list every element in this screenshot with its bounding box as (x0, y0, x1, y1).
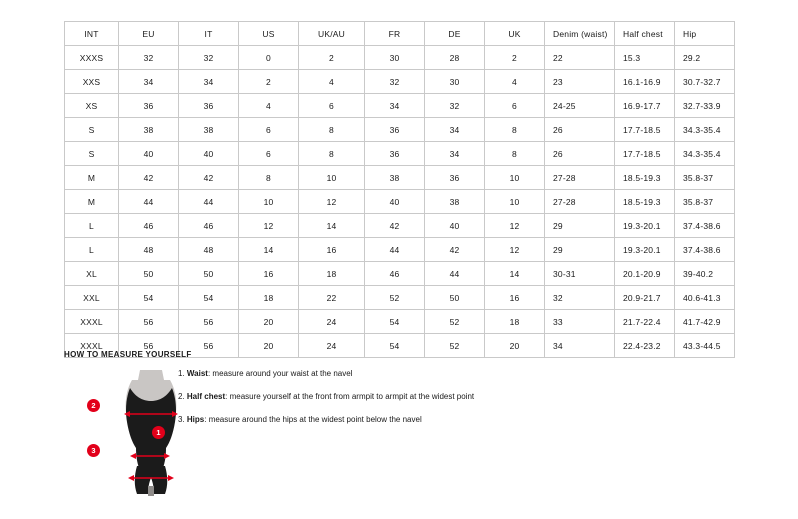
table-cell: 36 (365, 118, 425, 142)
table-cell: 54 (179, 286, 239, 310)
size-chart-container (64, 21, 734, 358)
column-header: UK (485, 22, 545, 46)
table-cell: 34 (365, 94, 425, 118)
table-cell: 56 (179, 310, 239, 334)
table-header-row (65, 22, 735, 46)
table-cell: 6 (239, 118, 299, 142)
table-cell: 36 (425, 166, 485, 190)
table-row (65, 286, 735, 310)
table-cell: 10 (485, 190, 545, 214)
measure-bullet-2: 2 (87, 399, 100, 412)
step-text: : measure around the hips at the widest point below the navel (204, 415, 422, 425)
table-cell: 0 (239, 46, 299, 70)
table-cell: 12 (299, 190, 365, 214)
column-header: Denim (waist) (545, 22, 615, 46)
table-cell: 18.5-19.3 (615, 190, 675, 214)
measure-step (178, 391, 598, 402)
table-cell: 12 (485, 238, 545, 262)
table-cell: 23 (545, 70, 615, 94)
table-cell: 40 (119, 142, 179, 166)
table-cell: 41.7-42.9 (675, 310, 735, 334)
table-cell: 44 (119, 190, 179, 214)
table-cell: XXXS (65, 46, 119, 70)
table-cell: 29.2 (675, 46, 735, 70)
table-cell: 4 (485, 70, 545, 94)
table-cell: 10 (485, 166, 545, 190)
table-cell: 16 (299, 238, 365, 262)
table-cell: 33 (545, 310, 615, 334)
table-cell: 54 (365, 334, 425, 358)
table-cell: 43.3-44.5 (675, 334, 735, 358)
table-cell: 22 (299, 286, 365, 310)
table-cell: 36 (179, 94, 239, 118)
table-row (65, 46, 735, 70)
measure-steps-list (178, 368, 598, 438)
table-cell: 32 (179, 46, 239, 70)
table-cell: 34 (425, 142, 485, 166)
table-row (65, 310, 735, 334)
table-cell: 28 (425, 46, 485, 70)
table-cell: 34.3-35.4 (675, 118, 735, 142)
table-cell: 38 (179, 118, 239, 142)
table-cell: 20.9-21.7 (615, 286, 675, 310)
step-number: 3. (178, 415, 185, 425)
table-cell: 44 (179, 190, 239, 214)
table-cell: 18 (485, 310, 545, 334)
how-to-measure-title: HOW TO MEASURE YOURSELF (64, 350, 192, 359)
table-cell: 50 (119, 262, 179, 286)
step-number: 2. (178, 392, 185, 402)
table-body (65, 46, 735, 358)
table-cell: 16 (485, 286, 545, 310)
table-cell: 30-31 (545, 262, 615, 286)
table-cell: 10 (239, 190, 299, 214)
table-cell: XXS (65, 70, 119, 94)
table-cell: 56 (179, 334, 239, 358)
table-row (65, 262, 735, 286)
table-cell: 20 (485, 334, 545, 358)
step-number: 1. (178, 369, 185, 378)
table-cell: 48 (119, 238, 179, 262)
table-cell: 6 (239, 142, 299, 166)
table-cell: 42 (425, 238, 485, 262)
step-term: Waist (186, 369, 208, 378)
table-cell: 34 (119, 70, 179, 94)
table-cell: 56 (119, 310, 179, 334)
table-cell: 29 (545, 238, 615, 262)
table-cell: 6 (299, 94, 365, 118)
table-cell: 27-28 (545, 190, 615, 214)
column-header: IT (179, 22, 239, 46)
column-header: EU (119, 22, 179, 46)
table-row (65, 238, 735, 262)
table-cell: 30.7-32.7 (675, 70, 735, 94)
table-cell: XXXL (65, 334, 119, 358)
table-cell: 12 (239, 214, 299, 238)
table-cell: 24-25 (545, 94, 615, 118)
table-cell: XXL (65, 286, 119, 310)
table-cell: 14 (485, 262, 545, 286)
table-cell: 16 (239, 262, 299, 286)
table-cell: 17.7-18.5 (615, 142, 675, 166)
table-cell: 39-40.2 (675, 262, 735, 286)
table-cell: 20 (239, 334, 299, 358)
table-cell: 38 (425, 190, 485, 214)
table-cell: L (65, 238, 119, 262)
table-cell: 34.3-35.4 (675, 142, 735, 166)
table-cell: 44 (365, 238, 425, 262)
table-cell: 46 (119, 214, 179, 238)
table-cell: 21.7-22.4 (615, 310, 675, 334)
table-cell: S (65, 118, 119, 142)
table-cell: 8 (299, 118, 365, 142)
column-header: US (239, 22, 299, 46)
table-cell: 12 (485, 214, 545, 238)
table-cell: 35.8-37 (675, 190, 735, 214)
table-row (65, 166, 735, 190)
table-cell: 44 (425, 262, 485, 286)
measure-bullet-3: 3 (87, 444, 100, 457)
table-cell: 2 (485, 46, 545, 70)
table-cell: 34 (179, 70, 239, 94)
table-cell: 2 (239, 70, 299, 94)
table-cell: 42 (365, 214, 425, 238)
table-cell: 22 (545, 46, 615, 70)
column-header: UK/AU (299, 22, 365, 46)
table-cell: 46 (179, 214, 239, 238)
table-cell: 42 (119, 166, 179, 190)
table-cell: XL (65, 262, 119, 286)
table-cell: 24 (299, 334, 365, 358)
table-cell: 37.4-38.6 (675, 238, 735, 262)
table-cell: 32 (119, 46, 179, 70)
table-cell: 38 (119, 118, 179, 142)
table-cell: 48 (179, 238, 239, 262)
table-row (65, 190, 735, 214)
table-cell: 52 (365, 286, 425, 310)
table-row (65, 214, 735, 238)
table-cell: 54 (119, 286, 179, 310)
table-cell: 18.5-19.3 (615, 166, 675, 190)
measure-bullet-1: 1 (152, 426, 165, 439)
table-cell: 34 (425, 118, 485, 142)
table-cell: 40 (179, 142, 239, 166)
table-cell: 56 (119, 334, 179, 358)
table-cell: 37.4-38.6 (675, 214, 735, 238)
table-cell: 40.6-41.3 (675, 286, 735, 310)
table-cell: 30 (365, 46, 425, 70)
table-cell: 32 (425, 94, 485, 118)
table-cell: 4 (239, 94, 299, 118)
table-cell: XS (65, 94, 119, 118)
table-cell: 22.4-23.2 (615, 334, 675, 358)
table-cell: 8 (239, 166, 299, 190)
table-cell: 40 (365, 190, 425, 214)
table-cell: 35.8-37 (675, 166, 735, 190)
table-cell: 20 (239, 310, 299, 334)
table-cell: 50 (179, 262, 239, 286)
table-cell: 18 (299, 262, 365, 286)
table-cell: 52 (425, 310, 485, 334)
table-cell: M (65, 190, 119, 214)
table-cell: 10 (299, 166, 365, 190)
table-cell: 29 (545, 214, 615, 238)
table-cell: 18 (239, 286, 299, 310)
table-cell: 54 (365, 310, 425, 334)
table-cell: 38 (365, 166, 425, 190)
table-row (65, 94, 735, 118)
table-cell: 4 (299, 70, 365, 94)
table-cell: L (65, 214, 119, 238)
table-cell: 36 (119, 94, 179, 118)
table-cell: 16.1-16.9 (615, 70, 675, 94)
table-cell: 19.3-20.1 (615, 238, 675, 262)
table-cell: 14 (239, 238, 299, 262)
table-cell: 2 (299, 46, 365, 70)
measure-step (178, 414, 598, 425)
step-text: : measure yourself at the front from armpit to armpit at the widest point (225, 392, 475, 402)
table-cell: 36 (365, 142, 425, 166)
column-header: Hip (675, 22, 735, 46)
table-cell: 40 (425, 214, 485, 238)
step-text: : measure around your waist at the navel (207, 369, 353, 378)
table-cell: 16.9-17.7 (615, 94, 675, 118)
table-cell: 42 (179, 166, 239, 190)
column-header: DE (425, 22, 485, 46)
table-cell: 50 (425, 286, 485, 310)
table-cell: 19.3-20.1 (615, 214, 675, 238)
table-cell: 32.7-33.9 (675, 94, 735, 118)
table-cell: 8 (485, 118, 545, 142)
measure-step (178, 368, 598, 379)
column-header: INT (65, 22, 119, 46)
table-cell: 46 (365, 262, 425, 286)
table-cell: 26 (545, 142, 615, 166)
table-cell: 52 (425, 334, 485, 358)
table-cell: 17.7-18.5 (615, 118, 675, 142)
table-row (65, 70, 735, 94)
table-cell: S (65, 142, 119, 166)
table-cell: 20.1-20.9 (615, 262, 675, 286)
table-cell: M (65, 166, 119, 190)
step-term: Hips (186, 415, 205, 425)
table-cell: 27-28 (545, 166, 615, 190)
size-chart-table (64, 21, 735, 358)
column-header: Half chest (615, 22, 675, 46)
table-cell: 30 (425, 70, 485, 94)
column-header: FR (365, 22, 425, 46)
table-cell: 26 (545, 118, 615, 142)
table-cell: 8 (485, 142, 545, 166)
table-cell: 6 (485, 94, 545, 118)
table-cell: 14 (299, 214, 365, 238)
table-cell: 34 (545, 334, 615, 358)
table-cell: XXXL (65, 310, 119, 334)
table-cell: 8 (299, 142, 365, 166)
table-row (65, 142, 735, 166)
step-term: Half chest (186, 392, 226, 402)
table-cell: 32 (365, 70, 425, 94)
table-cell: 24 (299, 310, 365, 334)
table-cell: 32 (545, 286, 615, 310)
table-cell: 15.3 (615, 46, 675, 70)
table-row (65, 118, 735, 142)
